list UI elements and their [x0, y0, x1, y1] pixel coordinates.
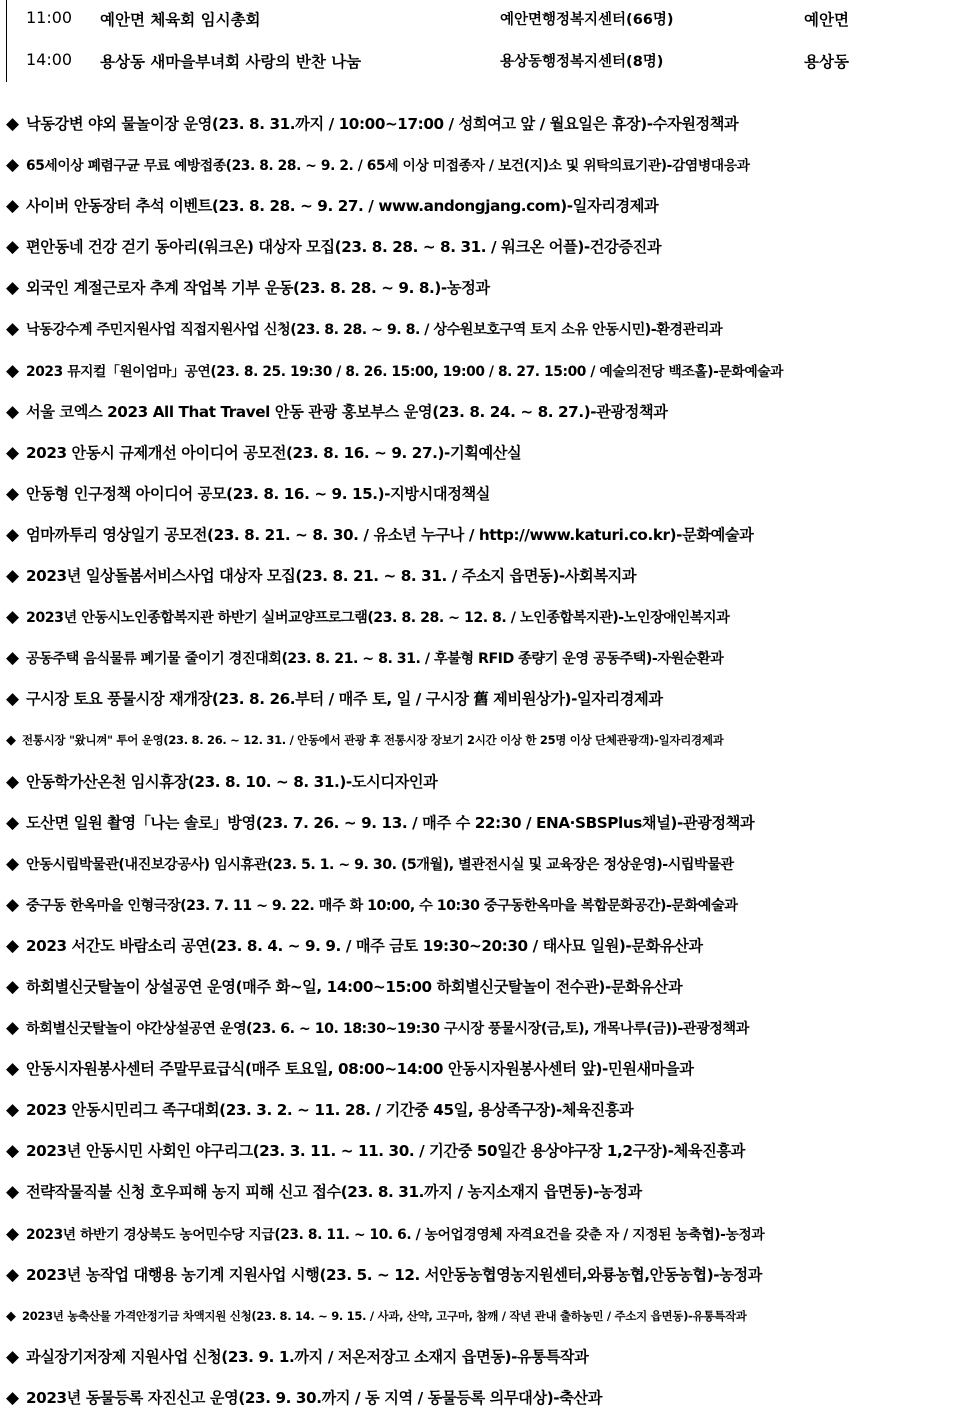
list-item — [0, 1214, 960, 1255]
list-item-text: 중구동 한옥마을 인형극장(23. 7. 11 ~ 9. 22. 매주 화 10:00, 수 10:30 중구동한옥마을 복합문화공간)-문화예술과 — [26, 897, 738, 914]
list-item-text: 2023 서간도 바람소리 공연(23. 8. 4. ~ 9. 9. / 매주 금토 19:30~20:30 / 태사묘 일원)-문화유산과 — [26, 936, 703, 955]
list-item — [0, 351, 960, 392]
list-item-text: 도산면 일원 촬영「나는 솔로」방영(23. 7. 26. ~ 9. 13. / 매주 수 22:30 / ENA·SBSPlus채널)-관광정책과 — [26, 813, 755, 832]
diamond-bullet-icon: ◆ — [6, 524, 19, 545]
schedule-venue: 용상동행정복지센터(8명) — [500, 54, 664, 70]
list-item-text: 안동학가산온천 임시휴장(23. 8. 10. ~ 8. 31.)-도시디자인과 — [26, 772, 438, 791]
diamond-bullet-icon: ◆ — [6, 1182, 19, 1203]
list-item-text: 전략작물직불 신청 호우피해 농지 피해 신고 접수(23. 8. 31.까지 / 농지소재지 읍면동)-농정과 — [26, 1183, 642, 1202]
list-item — [0, 720, 960, 761]
schedule-table — [0, 0, 960, 82]
list-item — [0, 1255, 960, 1296]
list-item-text: 2023 안동시 규제개선 아이디어 공모전(23. 8. 16. ~ 9. 27.)-기획예산실 — [26, 443, 522, 462]
list-item — [0, 227, 960, 268]
list-item — [0, 597, 960, 638]
diamond-bullet-icon: ◆ — [6, 1100, 19, 1121]
list-item — [0, 803, 960, 844]
list-item-text: 안동형 인구정책 아이디어 공모(23. 8. 16. ~ 9. 15.)-지방시대정책실 — [26, 484, 491, 503]
list-item-text: 서울 코엑스 2023 All That Travel 안동 관광 홍보부스 운영(23. 8. 24. ~ 8. 27.)-관광정책과 — [26, 402, 668, 421]
list-item-text: 엄마까투리 영상일기 공모전(23. 8. 21. ~ 8. 30. / 유소년 누구나 / http://www.katuri.co.kr)-문화예술과 — [26, 525, 754, 544]
diamond-bullet-icon: ◆ — [6, 483, 19, 504]
notice-list — [0, 104, 960, 1419]
list-item-text: 2023년 농축산물 가격안정기금 차액지원 신청(23. 8. 14. ~ 9. 15. / 사과, 산약, 고구마, 참깨 / 작년 관내 출하농민 / 주소지 읍면동)-유통특작과 — [22, 1308, 747, 1323]
diamond-bullet-icon: ◆ — [6, 733, 16, 749]
diamond-bullet-icon: ◆ — [6, 1264, 19, 1285]
diamond-bullet-icon: ◆ — [6, 237, 19, 258]
list-item — [0, 1131, 960, 1172]
diamond-bullet-icon: ◆ — [6, 155, 19, 176]
list-item-text: 2023년 동물등록 자진신고 운영(23. 9. 30.까지 / 동 지역 / 동물등록 의무대상)-축산과 — [26, 1388, 602, 1407]
diamond-bullet-icon: ◆ — [6, 1018, 19, 1039]
list-item-text: 하회별신굿탈놀이 상설공연 운영(매주 화~일, 14:00~15:00 하회별신굿탈놀이 전수관)-문화유산과 — [26, 977, 683, 996]
list-item — [0, 268, 960, 309]
list-item — [0, 1337, 960, 1378]
list-item-text: 안동시립박물관(내진보강공사) 임시휴관(23. 5. 1. ~ 9. 30. (5개월), 별관전시실 및 교육장은 정상운영)-시립박물관 — [26, 856, 734, 873]
diamond-bullet-icon: ◆ — [6, 812, 19, 833]
list-item-text: 2023년 안동시민 사회인 야구리그(23. 3. 11. ~ 11. 30. / 기간중 50일간 용상야구장 1,2구장)-체육진흥과 — [26, 1142, 745, 1161]
list-item-text: 낙동강변 야외 물놀이장 운영(23. 8. 31.까지 / 10:00~17:00 / 성희여고 앞 / 월요일은 휴장)-수자원정책과 — [26, 115, 739, 133]
list-item-text: 2023년 하반기 경상북도 농어민수당 지급(23. 8. 11. ~ 10. 6. / 농어업경영체 자격요건을 갖춘 자 / 지정된 농축협)-농정과 — [26, 1226, 765, 1243]
schedule-town: 용상동 — [804, 53, 849, 71]
list-item — [0, 762, 960, 803]
list-item-text: 2023 안동시민리그 족구대회(23. 3. 2. ~ 11. 28. / 기간중 45일, 용상족구장)-체육진흥과 — [26, 1101, 634, 1120]
diamond-bullet-icon: ◆ — [6, 278, 19, 299]
list-item — [0, 1090, 960, 1131]
list-item — [0, 638, 960, 679]
schedule-time: 11:00 — [26, 8, 73, 27]
list-item — [0, 433, 960, 474]
list-item — [0, 1008, 960, 1049]
schedule-event: 예안면 체육회 임시총회 — [100, 11, 261, 29]
diamond-bullet-icon: ◆ — [6, 114, 19, 134]
diamond-bullet-icon: ◆ — [6, 689, 19, 710]
diamond-bullet-icon: ◆ — [6, 771, 19, 792]
list-item — [0, 1378, 960, 1419]
schedule-time: 14:00 — [26, 50, 73, 69]
list-item-text: 2023년 안동시노인종합복지관 하반기 실버교양프로그램(23. 8. 28. ~ 12. 8. / 노인종합복지관)-노인장애인복지과 — [26, 610, 730, 627]
diamond-bullet-icon: ◆ — [6, 566, 19, 587]
list-item — [0, 844, 960, 885]
diamond-bullet-icon: ◆ — [6, 607, 19, 628]
list-item — [0, 679, 960, 720]
diamond-bullet-icon: ◆ — [6, 360, 19, 381]
list-item-text: 하회별신굿탈놀이 야간상설공연 운영(23. 6. ~ 10. 18:30~19:30 구시장 풍물시장(금,토), 개목나루(금))-관광정책과 — [26, 1021, 749, 1038]
list-item — [0, 392, 960, 433]
list-item — [0, 885, 960, 926]
diamond-bullet-icon: ◆ — [6, 442, 19, 463]
diamond-bullet-icon: ◆ — [6, 319, 19, 340]
diamond-bullet-icon: ◆ — [6, 894, 19, 915]
list-item — [0, 1296, 960, 1337]
list-item-text: 2023 뮤지컬「원이엄마」공연(23. 8. 25. 19:30 / 8. 26. 15:00, 19:00 / 8. 27. 15:00 / 예술의전당 백조홀)-문화예술과 — [26, 363, 784, 380]
schedule-row — [0, 0, 960, 40]
schedule-venue: 예안면행정복지센터(66명) — [500, 12, 674, 28]
list-item-text: 안동시자원봉사센터 주말무료급식(매주 토요일, 08:00~14:00 안동시자원봉사센터 앞)-민원새마을과 — [26, 1060, 694, 1079]
list-item — [0, 515, 960, 556]
list-item — [0, 556, 960, 597]
list-item-text: 2023년 일상돌봄서비스사업 대상자 모집(23. 8. 21. ~ 8. 31. / 주소지 읍면동)-사회복지과 — [26, 567, 637, 586]
diamond-bullet-icon: ◆ — [6, 196, 19, 217]
list-item — [0, 145, 960, 186]
list-item-text: 구시장 토요 풍물시장 재개장(23. 8. 26.부터 / 매주 토, 일 / 구시장 舊 제비원상가)-일자리경제과 — [26, 690, 663, 709]
diamond-bullet-icon: ◆ — [6, 853, 19, 874]
list-item — [0, 104, 960, 145]
list-item — [0, 967, 960, 1008]
diamond-bullet-icon: ◆ — [6, 1346, 19, 1367]
list-item-text: 전통시장 "왔니껴" 투어 운영(23. 8. 26. ~ 12. 31. / 안동에서 관광 후 전통시장 장보기 2시간 이상 한 25명 이상 단체관광객)-일자리경제과 — [22, 733, 724, 748]
diamond-bullet-icon: ◆ — [6, 1387, 19, 1408]
diamond-bullet-icon: ◆ — [6, 401, 19, 422]
list-item — [0, 186, 960, 227]
schedule-event: 용상동 새마을부녀회 사랑의 반찬 나눔 — [100, 53, 362, 71]
schedule-town: 예안면 — [804, 11, 849, 29]
diamond-bullet-icon: ◆ — [6, 1308, 16, 1324]
list-item — [0, 474, 960, 515]
diamond-bullet-icon: ◆ — [6, 976, 19, 997]
schedule-row — [0, 42, 960, 82]
list-item-text: 편안동네 건강 걷기 동아리(워크온) 대상자 모집(23. 8. 28. ~ 8. 31. / 워크온 어플)-건강증진과 — [26, 238, 662, 257]
list-item-text: 공동주택 음식물류 폐기물 줄이기 경진대회(23. 8. 21. ~ 8. 31. / 후불형 RFID 종량기 운영 공동주택)-자원순환과 — [26, 651, 724, 668]
list-item — [0, 1172, 960, 1213]
diamond-bullet-icon: ◆ — [6, 648, 19, 669]
list-item-text: 외국인 계절근로자 추계 작업복 기부 운동(23. 8. 28. ~ 9. 8.)-농정과 — [26, 279, 490, 298]
diamond-bullet-icon: ◆ — [6, 1141, 19, 1162]
list-item-text: 2023년 농작업 대행용 농기계 지원사업 시행(23. 5. ~ 12. 서안동농협영농지원센터,와룡농협,안동농협)-농정과 — [26, 1265, 762, 1284]
list-item — [0, 309, 960, 350]
list-item — [0, 926, 960, 967]
diamond-bullet-icon: ◆ — [6, 1059, 19, 1080]
diamond-bullet-icon: ◆ — [6, 935, 19, 956]
list-item-text: 사이버 안동장터 추석 이벤트(23. 8. 28. ~ 9. 27. / www.andongjang.com)-일자리경제과 — [26, 197, 659, 216]
list-item-text: 낙동강수계 주민지원사업 직접지원사업 신청(23. 8. 28. ~ 9. 8. / 상수원보호구역 토지 소유 안동시민)-환경관리과 — [26, 322, 723, 339]
list-item-text: 과실장기저장제 지원사업 신청(23. 9. 1.까지 / 저온저장고 소재지 읍면동)-유통특작과 — [26, 1347, 589, 1366]
diamond-bullet-icon: ◆ — [6, 1223, 19, 1244]
list-item — [0, 1049, 960, 1090]
list-item-text: 65세이상 폐렴구균 무료 예방접종(23. 8. 28. ~ 9. 2. / 65세 이상 미접종자 / 보건(지)소 및 위탁의료기관)-감염병대응과 — [26, 158, 750, 175]
